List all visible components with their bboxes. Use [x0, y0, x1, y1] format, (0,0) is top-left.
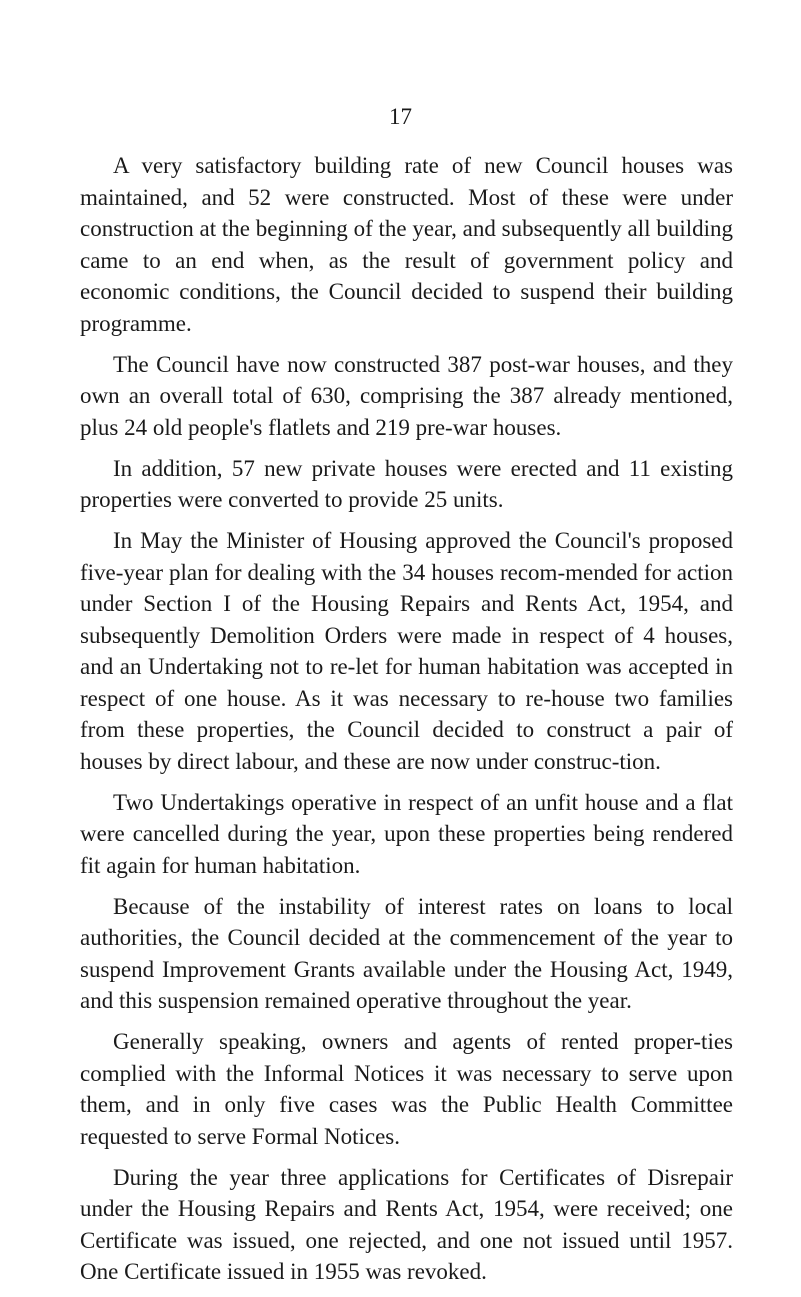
- paragraph-building-rate: A very satisfactory building rate of new Council houses was maintained, and 52 were constructed. Most of these were under construction at the beginning of the year, and subsequently all building came to an end when, as the result of government policy and economic conditions, the Council decided to suspend their building programme.: [80, 153, 733, 336]
- paragraph-five-year-plan: In May the Minister of Housing approved the Council's proposed five-year plan for dealing with the 34 houses recom-mended for action under Section I of the Housing Repairs and Rents Act, 1954, and subsequently Demolition Orders were made in respect of 4 houses, and an Undertaking not to re-let for human habitation was accepted in respect of one house. As it was necessary to re-house two families from these properties, the Council decided to construct a pair of houses by direct labour, and these are now under construc-tion.: [80, 528, 733, 774]
- paragraph-houses-total: The Council have now constructed 387 post-war houses, and they own an overall total of 630, comprising the 387 already mentioned, plus 24 old people's flatlets and 219 pre-war houses.: [80, 351, 733, 440]
- body-text: [80, 150, 733, 1297]
- paragraph-improvement-grants: Because of the instability of interest rates on loans to local authorities, the Council decided at the commencement of the year to suspend Improvement Grants available under the Housing Act, 1949, and this suspension remained operative throughout the year.: [80, 893, 733, 1013]
- page-number: 17: [389, 104, 412, 129]
- paragraph-undertakings: Two Undertakings operative in respect of an unfit house and a flat were cancelled during the year, upon these properties being rendered fit again for human habitation.: [80, 789, 733, 878]
- paragraph-notices: Generally speaking, owners and agents of rented proper-ties complied with the Informal Notices it was necessary to serve upon them, and in only five cases was the Public Health Committee requested to serve Formal Notices.: [80, 1029, 733, 1149]
- paragraph-private-houses: In addition, 57 new private houses were erected and 11 existing properties were converted to provide 25 units.: [80, 455, 733, 512]
- paragraph-certificates: During the year three applications for Certificates of Disrepair under the Housing Repairs and Rents Act, 1954, were received; one Certificate was issued, one rejected, and one not issued until 1957. One Certificate issued in 1955 was revoked.: [80, 1164, 733, 1284]
